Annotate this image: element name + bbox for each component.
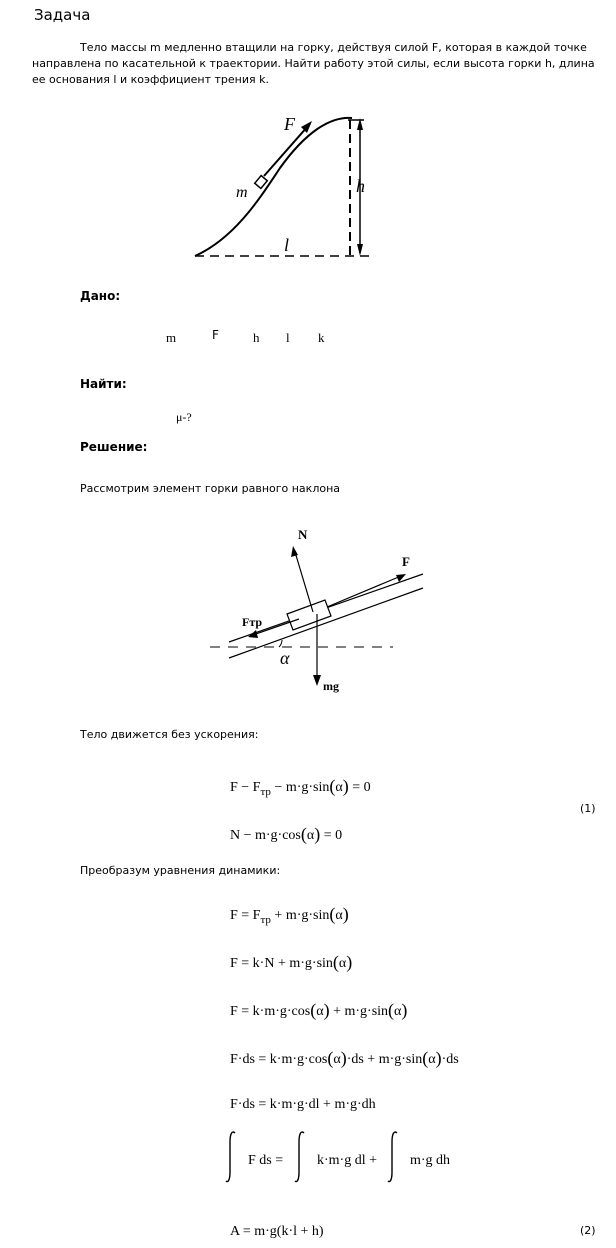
arrow-N [295, 552, 313, 612]
equation-6: F·ds = k·m·g·cos(α)·ds + m·g·sin(α)·ds [230, 1048, 459, 1068]
given-item: F [212, 328, 219, 342]
find-label: Найти: [80, 377, 127, 391]
label-l: l [284, 235, 290, 255]
final-equation: A = m·g(k·l + h) [230, 1224, 324, 1239]
page-title: Задача [34, 6, 91, 24]
given-item: h [253, 330, 260, 345]
given-item: l [286, 330, 290, 345]
integral-sign [386, 1130, 400, 1184]
given-item: k [318, 330, 325, 345]
block-icon [287, 600, 331, 630]
integral-sign [293, 1130, 307, 1184]
hill-figure [180, 108, 380, 268]
label-F: F [402, 554, 410, 569]
incline-figure [205, 522, 445, 697]
equation-4: F = k·N + m·g·sin(α) [230, 952, 353, 972]
text-no-acceleration: Тело движется без ускорения: [80, 728, 259, 741]
integral-rhs: m·g dh [410, 1153, 451, 1168]
text-consider: Рассмотрим элемент горки равного наклона [80, 482, 341, 495]
find-item: μ-? [176, 410, 192, 424]
block-icon [255, 176, 268, 189]
hill-curve [195, 118, 352, 256]
equation-5: F = k·m·g·cos(α) + m·g·sin(α) [230, 1000, 408, 1020]
equation-3: $F = F_{тр} + m\cdot g\cdot\sin(\alpha)$ [230, 904, 349, 926]
given-item: m [166, 330, 177, 345]
label-h: h [356, 176, 365, 196]
label-N: N [298, 527, 308, 542]
arrow-F [327, 576, 401, 607]
integral-sign [224, 1130, 238, 1184]
label-m: m [236, 184, 248, 201]
equation-1: $F - F_{тр} - m\cdot g\cdot\sin(\alpha) = 0$ [230, 776, 371, 798]
label-F: F [284, 114, 295, 134]
final-equation-number: (2) [580, 1224, 596, 1237]
equation-number: (1) [580, 802, 596, 815]
label-Ftr: Fтр [242, 615, 263, 629]
label-alpha: α [280, 648, 290, 668]
solution-label: Решение: [80, 440, 148, 454]
problem-statement: Тело массы m медленно втащили на горку, действуя силой F, которая в каждой точке направлена по касательной к траектории. Найти работу этой силы, если высота горки h, длина ее основания l и коэффициент трения k. [32, 41, 595, 86]
given-label: Дано: [80, 289, 121, 303]
integral-lhs: F ds = [248, 1153, 284, 1168]
integral-mid: k·m·g dl + [317, 1153, 377, 1168]
text-transform: Преобразум уравнения динамики: [80, 864, 281, 877]
angle-arc [279, 640, 282, 647]
equation-7: F·ds = k·m·g·dl + m·g·dh [230, 1097, 376, 1112]
label-mg: mg [323, 679, 339, 693]
equation-2: N − m·g·cos(α) = 0 [230, 824, 343, 844]
